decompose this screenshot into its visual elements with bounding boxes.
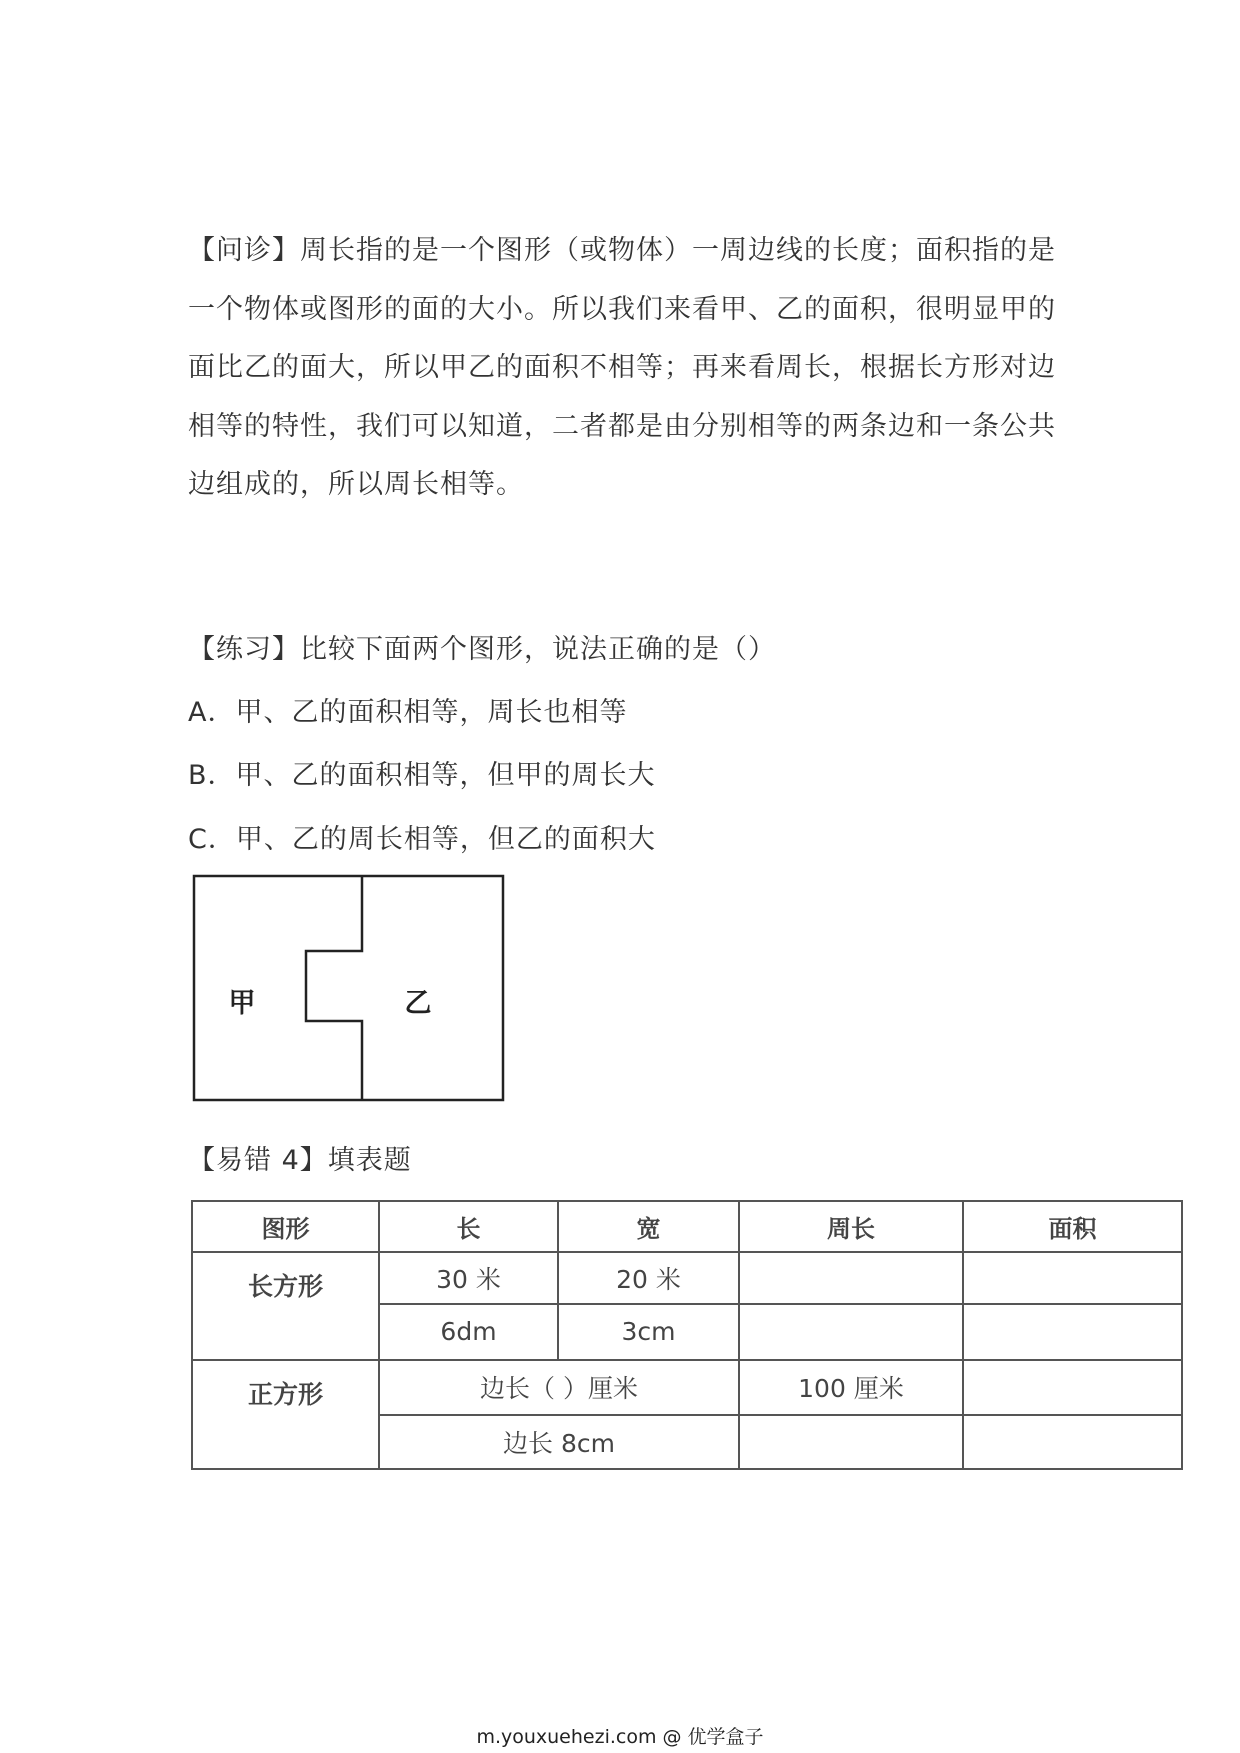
error4-title: 【易错 4】填表题 <box>188 1145 412 1176</box>
header-shape: 图形 <box>192 1201 379 1252</box>
label-yi: 乙 <box>404 988 432 1019</box>
option-b: B．甲、乙的面积相等，但甲的周长大 <box>188 760 656 791</box>
dividing-line <box>306 876 362 1100</box>
square-label: 正方形 <box>192 1360 379 1469</box>
option-c: C．甲、乙的周长相等，但乙的面积大 <box>188 824 656 855</box>
square1-perimeter: 100 厘米 <box>739 1360 963 1414</box>
square2-side: 边长 8cm <box>379 1415 739 1469</box>
option-a: A．甲、乙的面积相等，周长也相等 <box>188 697 628 728</box>
table-header-row <box>192 1201 1182 1252</box>
rectangle-label: 长方形 <box>192 1252 379 1360</box>
rect2-width: 3cm <box>558 1304 739 1360</box>
rect1-length: 30 米 <box>379 1252 558 1303</box>
rect2-length: 6dm <box>379 1304 558 1360</box>
rect2-area-cell[interactable] <box>963 1304 1182 1360</box>
diagnosis-paragraph: 【问诊】周长指的是一个图形（或物体）一周边线的长度；面积指的是一个物体或图形的面的大小。所以我们来看甲、乙的面积，很明显甲的面比乙的面大，所以甲乙的面积不相等；再来看周长，根据长方形对边相等的特性，我们可以知道，二者都是由分别相等的两条边和一条公共边组成的，所以周长相等。 <box>188 235 1056 500</box>
header-area: 面积 <box>963 1201 1182 1252</box>
rect1-perimeter-cell[interactable] <box>739 1252 963 1303</box>
footer-watermark: m.youxuehezi.com @ 优学盒子 <box>476 1726 764 1748</box>
header-perimeter: 周长 <box>739 1201 963 1252</box>
square1-side[interactable]: 边长（ ）厘米 <box>379 1360 739 1414</box>
table-row <box>192 1252 1182 1303</box>
rect2-perimeter-cell[interactable] <box>739 1304 963 1360</box>
table-row <box>192 1360 1182 1414</box>
square1-area-cell[interactable] <box>963 1360 1182 1414</box>
header-length: 长 <box>379 1201 558 1252</box>
square2-area-cell[interactable] <box>963 1415 1182 1469</box>
square2-perimeter-cell[interactable] <box>739 1415 963 1469</box>
label-jia: 甲 <box>228 988 256 1019</box>
fill-table <box>191 1200 1183 1470</box>
header-width: 宽 <box>558 1201 739 1252</box>
rect1-width: 20 米 <box>558 1252 739 1303</box>
practice-question: 【练习】比较下面两个图形，说法正确的是（） <box>188 634 776 665</box>
rect1-area-cell[interactable] <box>963 1252 1182 1303</box>
